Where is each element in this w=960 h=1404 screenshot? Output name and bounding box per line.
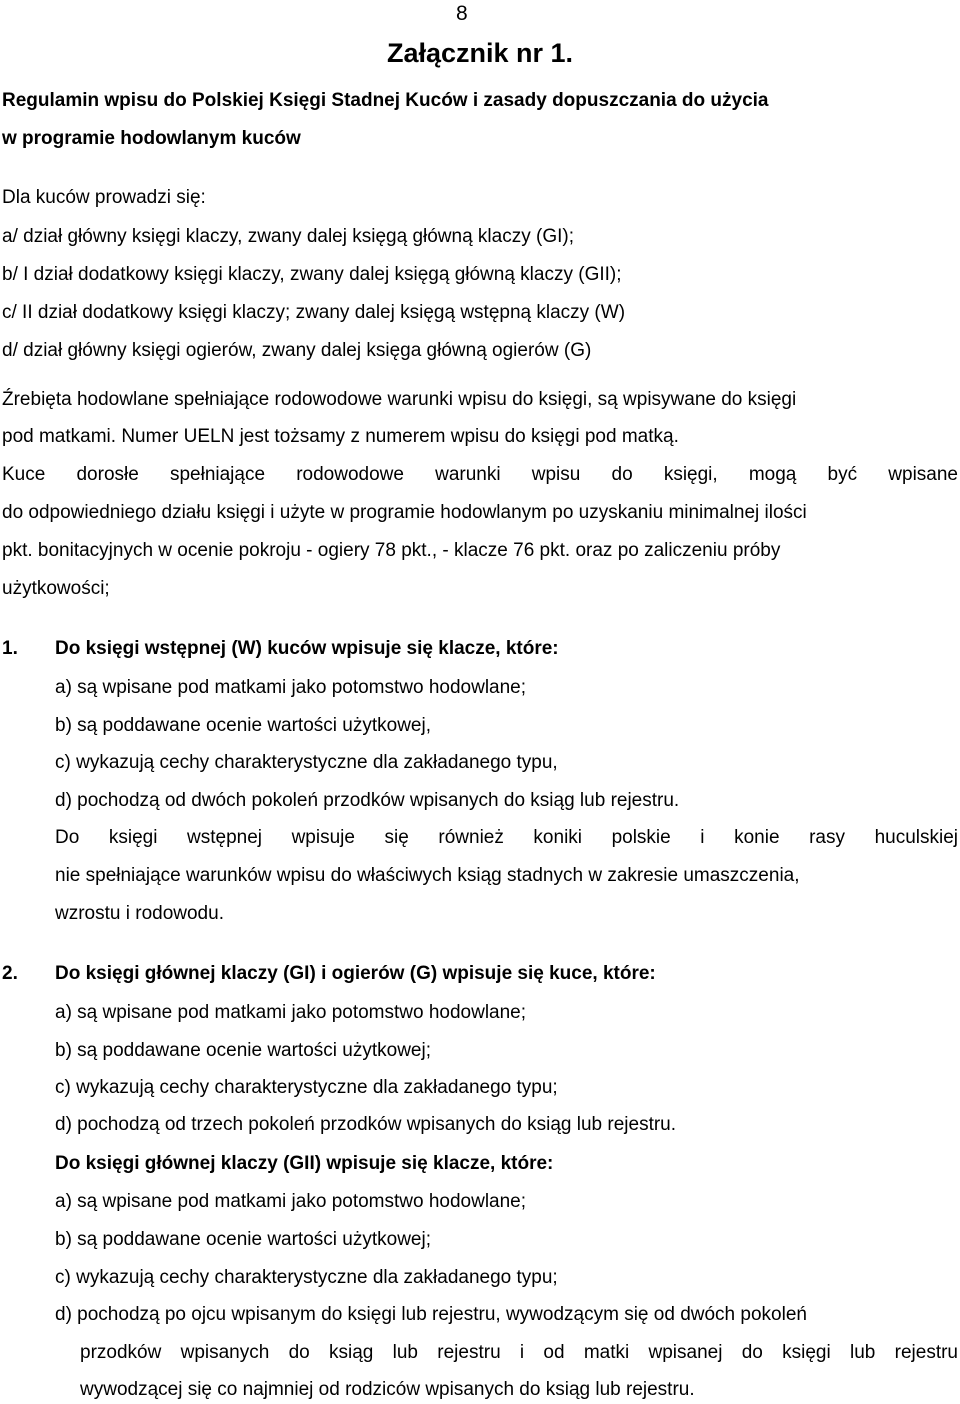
section-2-number: 2. (2, 963, 18, 984)
heading-line-2: w programie hodowlanym kuców (2, 128, 301, 149)
adults-line-1: Kuce dorosłe spełniające rodowodowe warunki wpisu do księgi, mogą być wpisane (2, 464, 958, 485)
section-2-sub-item-d-line-3: wywodzącej się co najmniej od rodziców wpisanych do ksiąg lub rejestru. (80, 1379, 695, 1400)
foals-line-2: pod matkami. Numer UELN jest tożsamy z numerem wpisu do księgi pod matką. (2, 426, 679, 447)
section-2-heading: Do księgi głównej klaczy (GI) i ogierów (G) wpisuje się kuce, które: (55, 963, 656, 984)
section-2-sub-item-d-line-2: przodków wpisanych do ksiąg lub rejestru i od matki wpisanej do księgi lub rejestru (80, 1342, 958, 1363)
section-2-item-d: d) pochodzą od trzech pokoleń przodków wpisanych do ksiąg lub rejestru. (55, 1114, 677, 1135)
section-2-item-a: a) są wpisane pod matkami jako potomstwo hodowlane; (55, 1002, 527, 1023)
section-2-sub-item-a: a) są wpisane pod matkami jako potomstwo hodowlane; (55, 1191, 527, 1212)
foals-line-1: Źrebięta hodowlane spełniające rodowodowe warunki wpisu do księgi, są wpisywane do księgi (2, 389, 797, 410)
intro-lead: Dla kuców prowadzi się: (2, 187, 206, 208)
document-title: Załącznik nr 1. (386, 38, 574, 68)
section-2-sub-item-b: b) są poddawane ocenie wartości użytkowej; (55, 1229, 431, 1250)
intro-item-d: d/ dział główny księgi ogierów, zwany dalej księga główną ogierów (G) (2, 340, 592, 361)
page-number: 8 (456, 2, 468, 25)
section-2-sub-item-d-line-1: d) pochodzą po ojcu wpisanym do księgi lub rejestru, wywodzącym się od dwóch pokoleń (55, 1304, 807, 1325)
section-1-note-line-2: nie spełniające warunków wpisu do właściwych ksiąg stadnych w zakresie umaszczenia, (55, 865, 800, 886)
section-2-item-b: b) są poddawane ocenie wartości użytkowej; (55, 1040, 431, 1061)
section-1-number: 1. (2, 638, 18, 659)
section-1-note-line-1: Do księgi wstępnej wpisuje się również koniki polskie i konie rasy huculskiej (55, 827, 958, 848)
section-2-sub-heading: Do księgi głównej klaczy (GII) wpisuje się klacze, które: (55, 1153, 554, 1174)
section-1-item-a: a) są wpisane pod matkami jako potomstwo hodowlane; (55, 677, 527, 698)
section-1-note-line-3: wzrostu i rodowodu. (55, 903, 224, 924)
section-1-item-c: c) wykazują cechy charakterystyczne dla zakładanego typu, (55, 752, 558, 773)
intro-item-a: a/ dział główny księgi klaczy, zwany dalej księgą główną klaczy (GI); (2, 226, 574, 247)
section-1-heading: Do księgi wstępnej (W) kuców wpisuje się klacze, które: (55, 638, 559, 659)
section-2-item-c: c) wykazują cechy charakterystyczne dla zakładanego typu; (55, 1077, 558, 1098)
intro-item-b: b/ I dział dodatkowy księgi klaczy, zwany dalej księgą główną klaczy (GII); (2, 264, 622, 285)
section-1-item-d: d) pochodzą od dwóch pokoleń przodków wpisanych do ksiąg lub rejestru. (55, 790, 680, 811)
adults-line-4: użytkowości; (2, 578, 110, 599)
adults-line-3: pkt. bonitacyjnych w ocenie pokroju - ogiery 78 pkt., - klacze 76 pkt. oraz po zaliczeniu próby (2, 540, 781, 561)
section-1-item-b: b) są poddawane ocenie wartości użytkowej, (55, 715, 431, 736)
heading-line-1: Regulamin wpisu do Polskiej Księgi Stadnej Kuców i zasady dopuszczania do użycia (2, 90, 769, 111)
adults-line-2: do odpowiedniego działu księgi i użyte w programie hodowlanym po uzyskaniu minimalnej ilości (2, 502, 807, 523)
section-2-sub-item-c: c) wykazują cechy charakterystyczne dla zakładanego typu; (55, 1267, 558, 1288)
intro-item-c: c/ II dział dodatkowy księgi klaczy; zwany dalej księgą wstępną klaczy (W) (2, 302, 626, 323)
